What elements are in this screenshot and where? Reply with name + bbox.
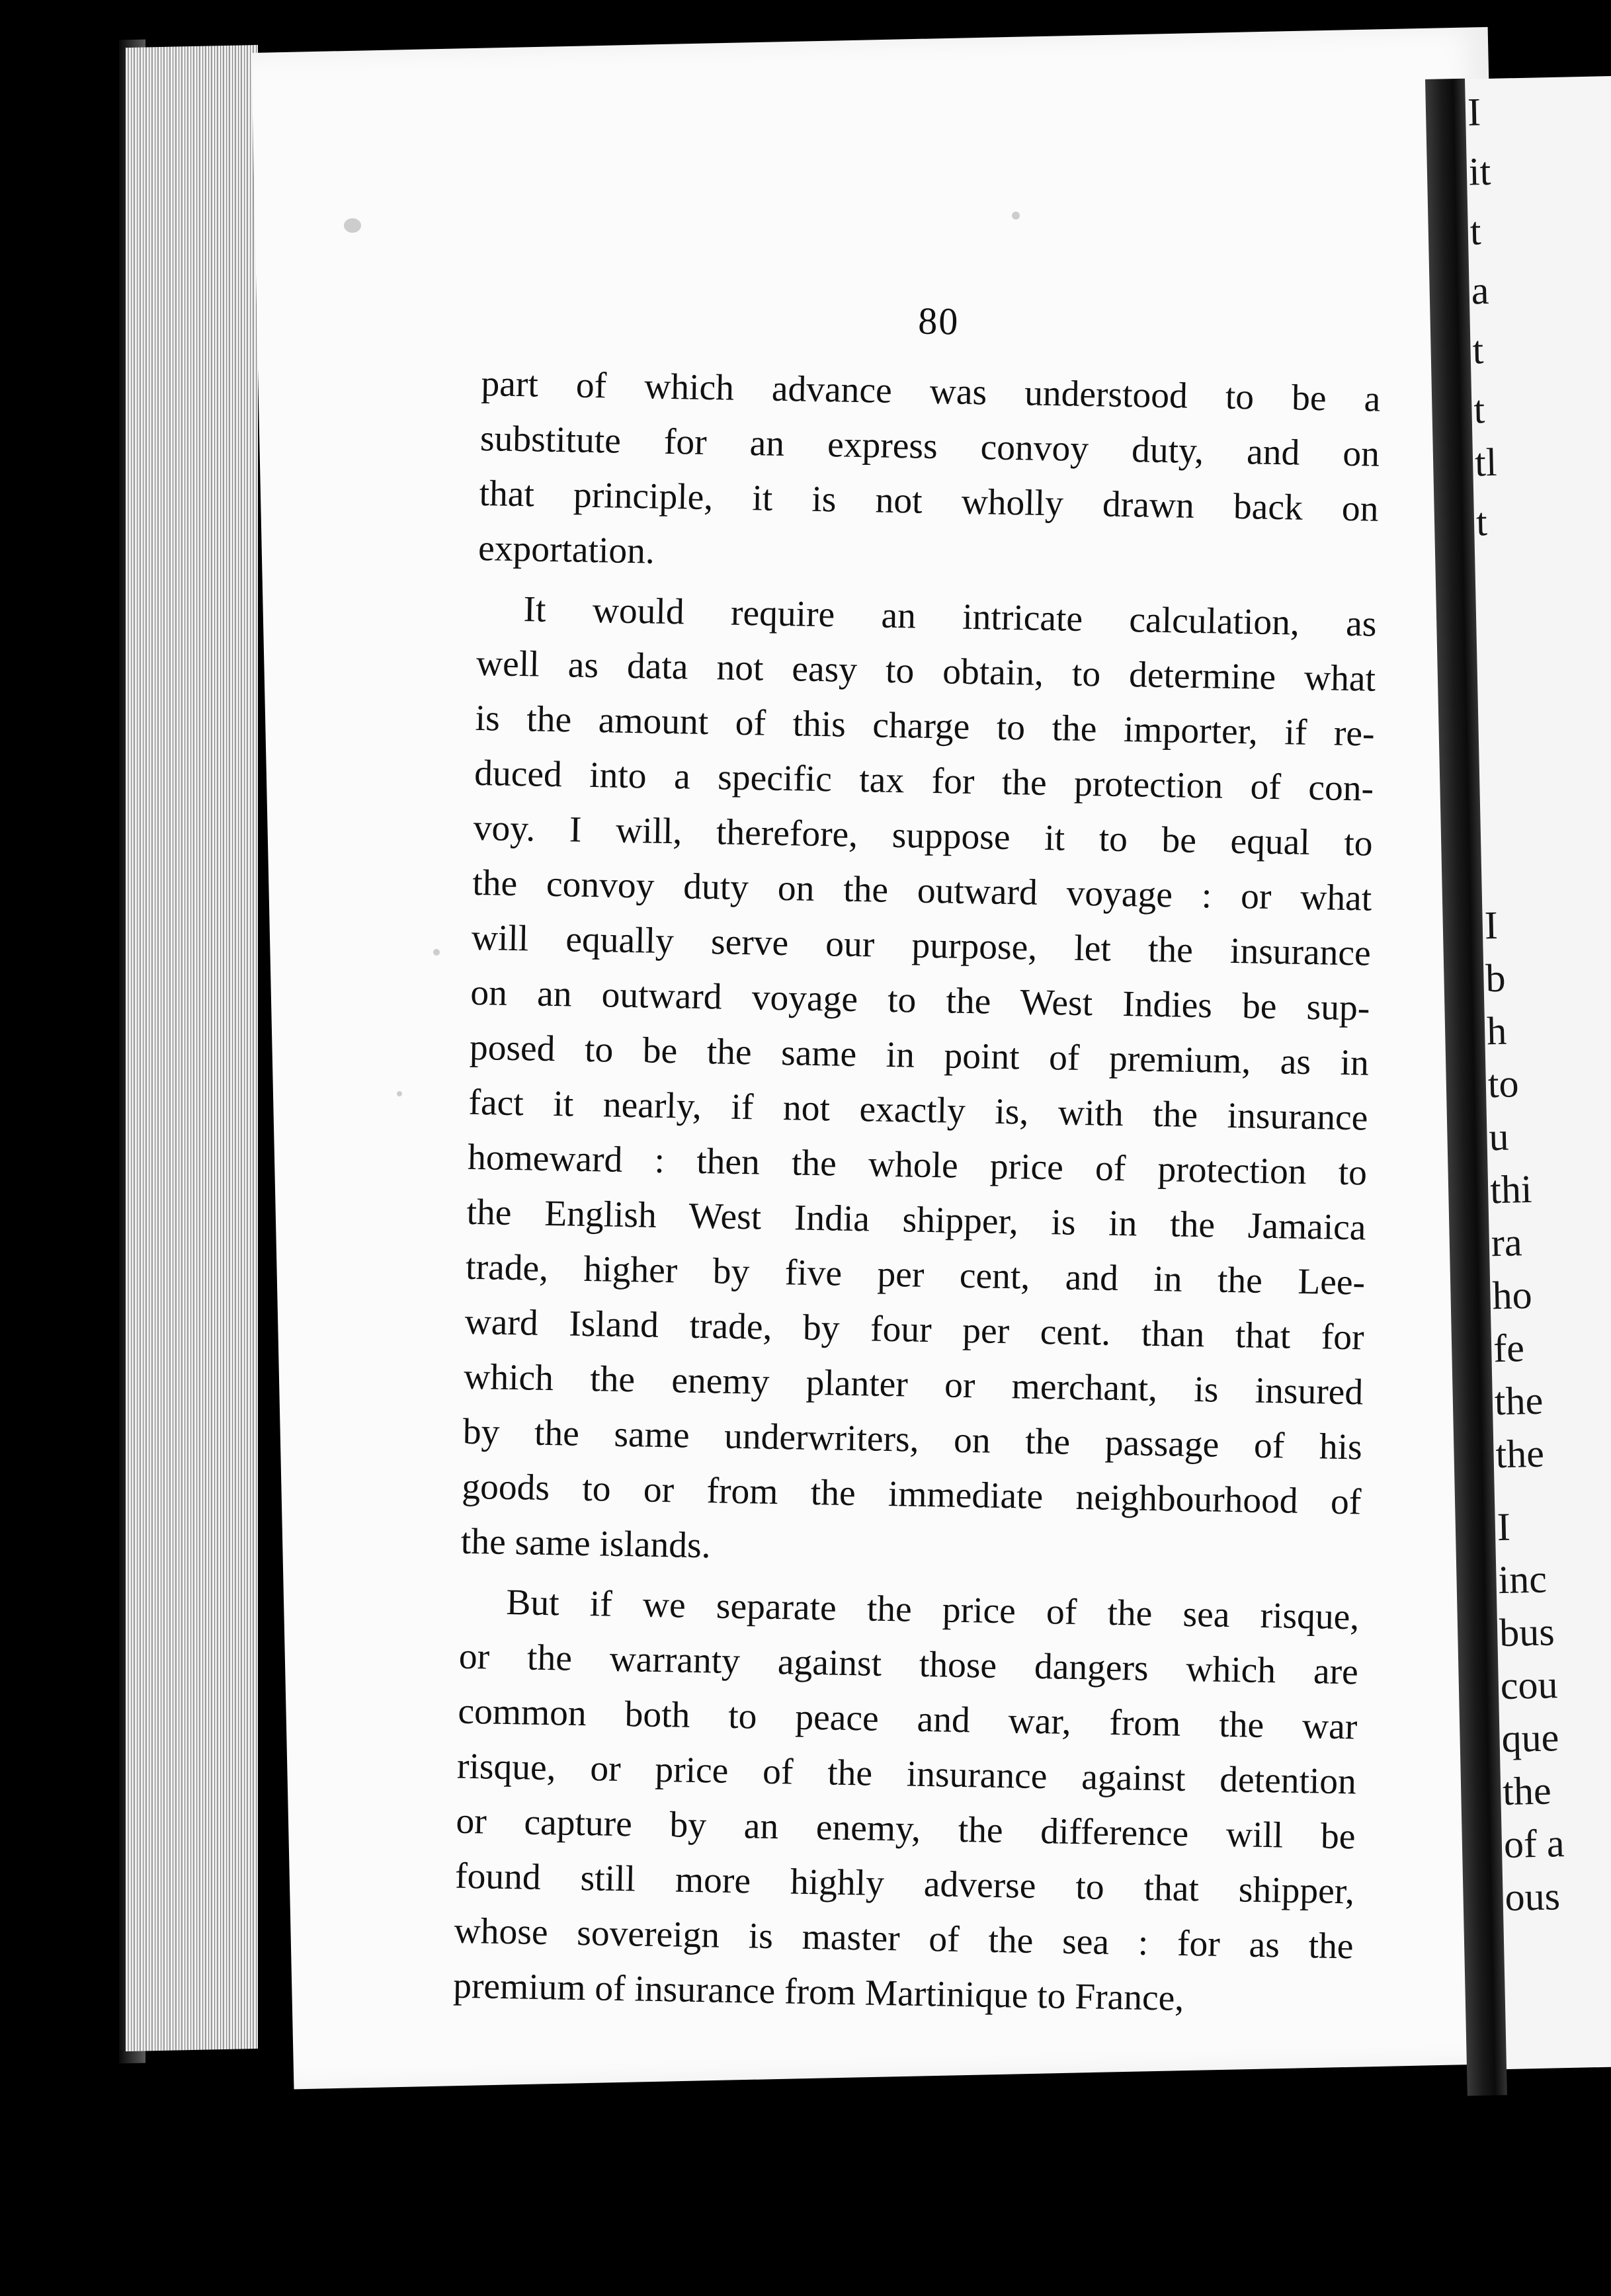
text-line: But if we separate the price of the sea risque,	[505, 1582, 1360, 1638]
paragraph	[453, 1575, 1360, 2030]
facing-page-text-fragment: ho	[1491, 1272, 1533, 1318]
text-line: or capture by an enemy, the difference will be	[456, 1801, 1356, 1858]
facing-page-text-fragment: ra	[1491, 1220, 1523, 1265]
text-line: that principle, it is not wholly drawn back on	[479, 473, 1379, 530]
paper-speck	[433, 949, 440, 956]
facing-page-text-fragment: I	[1484, 903, 1499, 948]
text-line: premium of insurance from Martinique to France,	[452, 1965, 1184, 2019]
facing-page-text-fragment: thi	[1489, 1167, 1533, 1212]
facing-page-text-fragment: t	[1473, 388, 1485, 432]
paper-speck	[344, 218, 361, 233]
facing-page-text-fragment: tl	[1474, 440, 1498, 485]
text-line: trade, higher by five per cent, and in the Lee-	[465, 1247, 1366, 1303]
text-line: common both to peace and war, from the war	[457, 1691, 1358, 1748]
facing-page-text-fragment: fe	[1493, 1326, 1525, 1371]
facing-page-text-fragment: ous	[1504, 1874, 1561, 1920]
facing-page-text-fragment: t	[1475, 500, 1488, 544]
facing-page-text-fragment: inc	[1497, 1557, 1548, 1602]
text-line: voy. I will, therefore, suppose it to be equal to	[473, 807, 1374, 864]
paper-speck	[1012, 212, 1020, 220]
text-line: well as data not easy to obtain, to determine what	[475, 643, 1376, 700]
text-line: the English West India shipper, is in the Jamaica	[466, 1192, 1367, 1249]
facing-page-text-fragment: to	[1487, 1061, 1520, 1106]
text-line: on an outward voyage to the West Indies be sup-	[470, 972, 1370, 1029]
facing-page-text-fragment: bus	[1499, 1610, 1555, 1655]
text-line: goods to or from the immediate neighbourhood of	[461, 1466, 1362, 1523]
text-line: which the enemy planter or merchant, is insured	[463, 1356, 1364, 1413]
paragraph	[460, 581, 1377, 1585]
facing-page-text-fragment: t	[1469, 209, 1482, 253]
text-line: It would require an intricate calculation, as	[523, 589, 1377, 645]
text-line: or the warranty against those dangers which are	[458, 1636, 1359, 1693]
facing-page-text-fragment: I	[1467, 90, 1481, 134]
facing-page-text-fragment: u	[1488, 1114, 1510, 1159]
paper-speck	[397, 1091, 402, 1096]
text-line: fact it nearly, if not exactly is, with the insurance	[468, 1082, 1368, 1139]
facing-page-text-fragment: of a	[1503, 1821, 1565, 1867]
text-line: found still more highly adverse to that shipper,	[454, 1856, 1355, 1912]
text-line: by the same underwriters, on the passage of his	[462, 1411, 1363, 1468]
facing-page-text-fragment: the	[1495, 1431, 1545, 1477]
text-line: substitute for an express convoy duty, and on	[479, 418, 1380, 475]
facing-page-text-fragment: b	[1485, 956, 1507, 1001]
text-line: whose sovereign is master of the sea : for as the	[454, 1910, 1354, 1967]
text-line: the same islands.	[460, 1521, 712, 1567]
facing-page-text-fragment: cou	[1500, 1662, 1559, 1708]
body-text	[453, 356, 1382, 2029]
facing-page-text-fragment: the	[1502, 1768, 1552, 1814]
text-line: is the amount of this charge to the importer, if re-	[475, 698, 1376, 755]
page-text-block	[453, 291, 1382, 2029]
paragraph	[477, 356, 1381, 592]
facing-page-text-fragment: h	[1486, 1008, 1507, 1053]
text-line: ward Island trade, by four per cent. than that for	[464, 1301, 1365, 1358]
text-line: exportation.	[477, 528, 655, 572]
facing-page-text-fragment: I	[1497, 1504, 1511, 1549]
facing-page-text-fragment: it	[1468, 149, 1491, 194]
text-line: duced into a specific tax for the protection of con-	[474, 753, 1374, 809]
text-line: homeward : then the whole price of protection to	[467, 1137, 1368, 1194]
text-line: the convoy duty on the outward voyage : or what	[472, 862, 1372, 919]
page-number: 80	[917, 299, 960, 343]
facing-page-text-fragment: que	[1501, 1715, 1559, 1761]
stacked-page-edges	[126, 45, 258, 2051]
text-line: will equally serve our purpose, let the insurance	[471, 917, 1372, 974]
facing-page-text-fragment: the	[1494, 1378, 1544, 1424]
text-line: part of which advance was understood to be a	[481, 363, 1381, 420]
facing-page-text-fragment: t	[1471, 328, 1484, 372]
facing-page-text-fragment: a	[1471, 268, 1490, 313]
text-line: posed to be the same in point of premium, as in	[469, 1027, 1370, 1084]
text-line: risque, or price of the insurance against detention	[456, 1746, 1357, 1803]
